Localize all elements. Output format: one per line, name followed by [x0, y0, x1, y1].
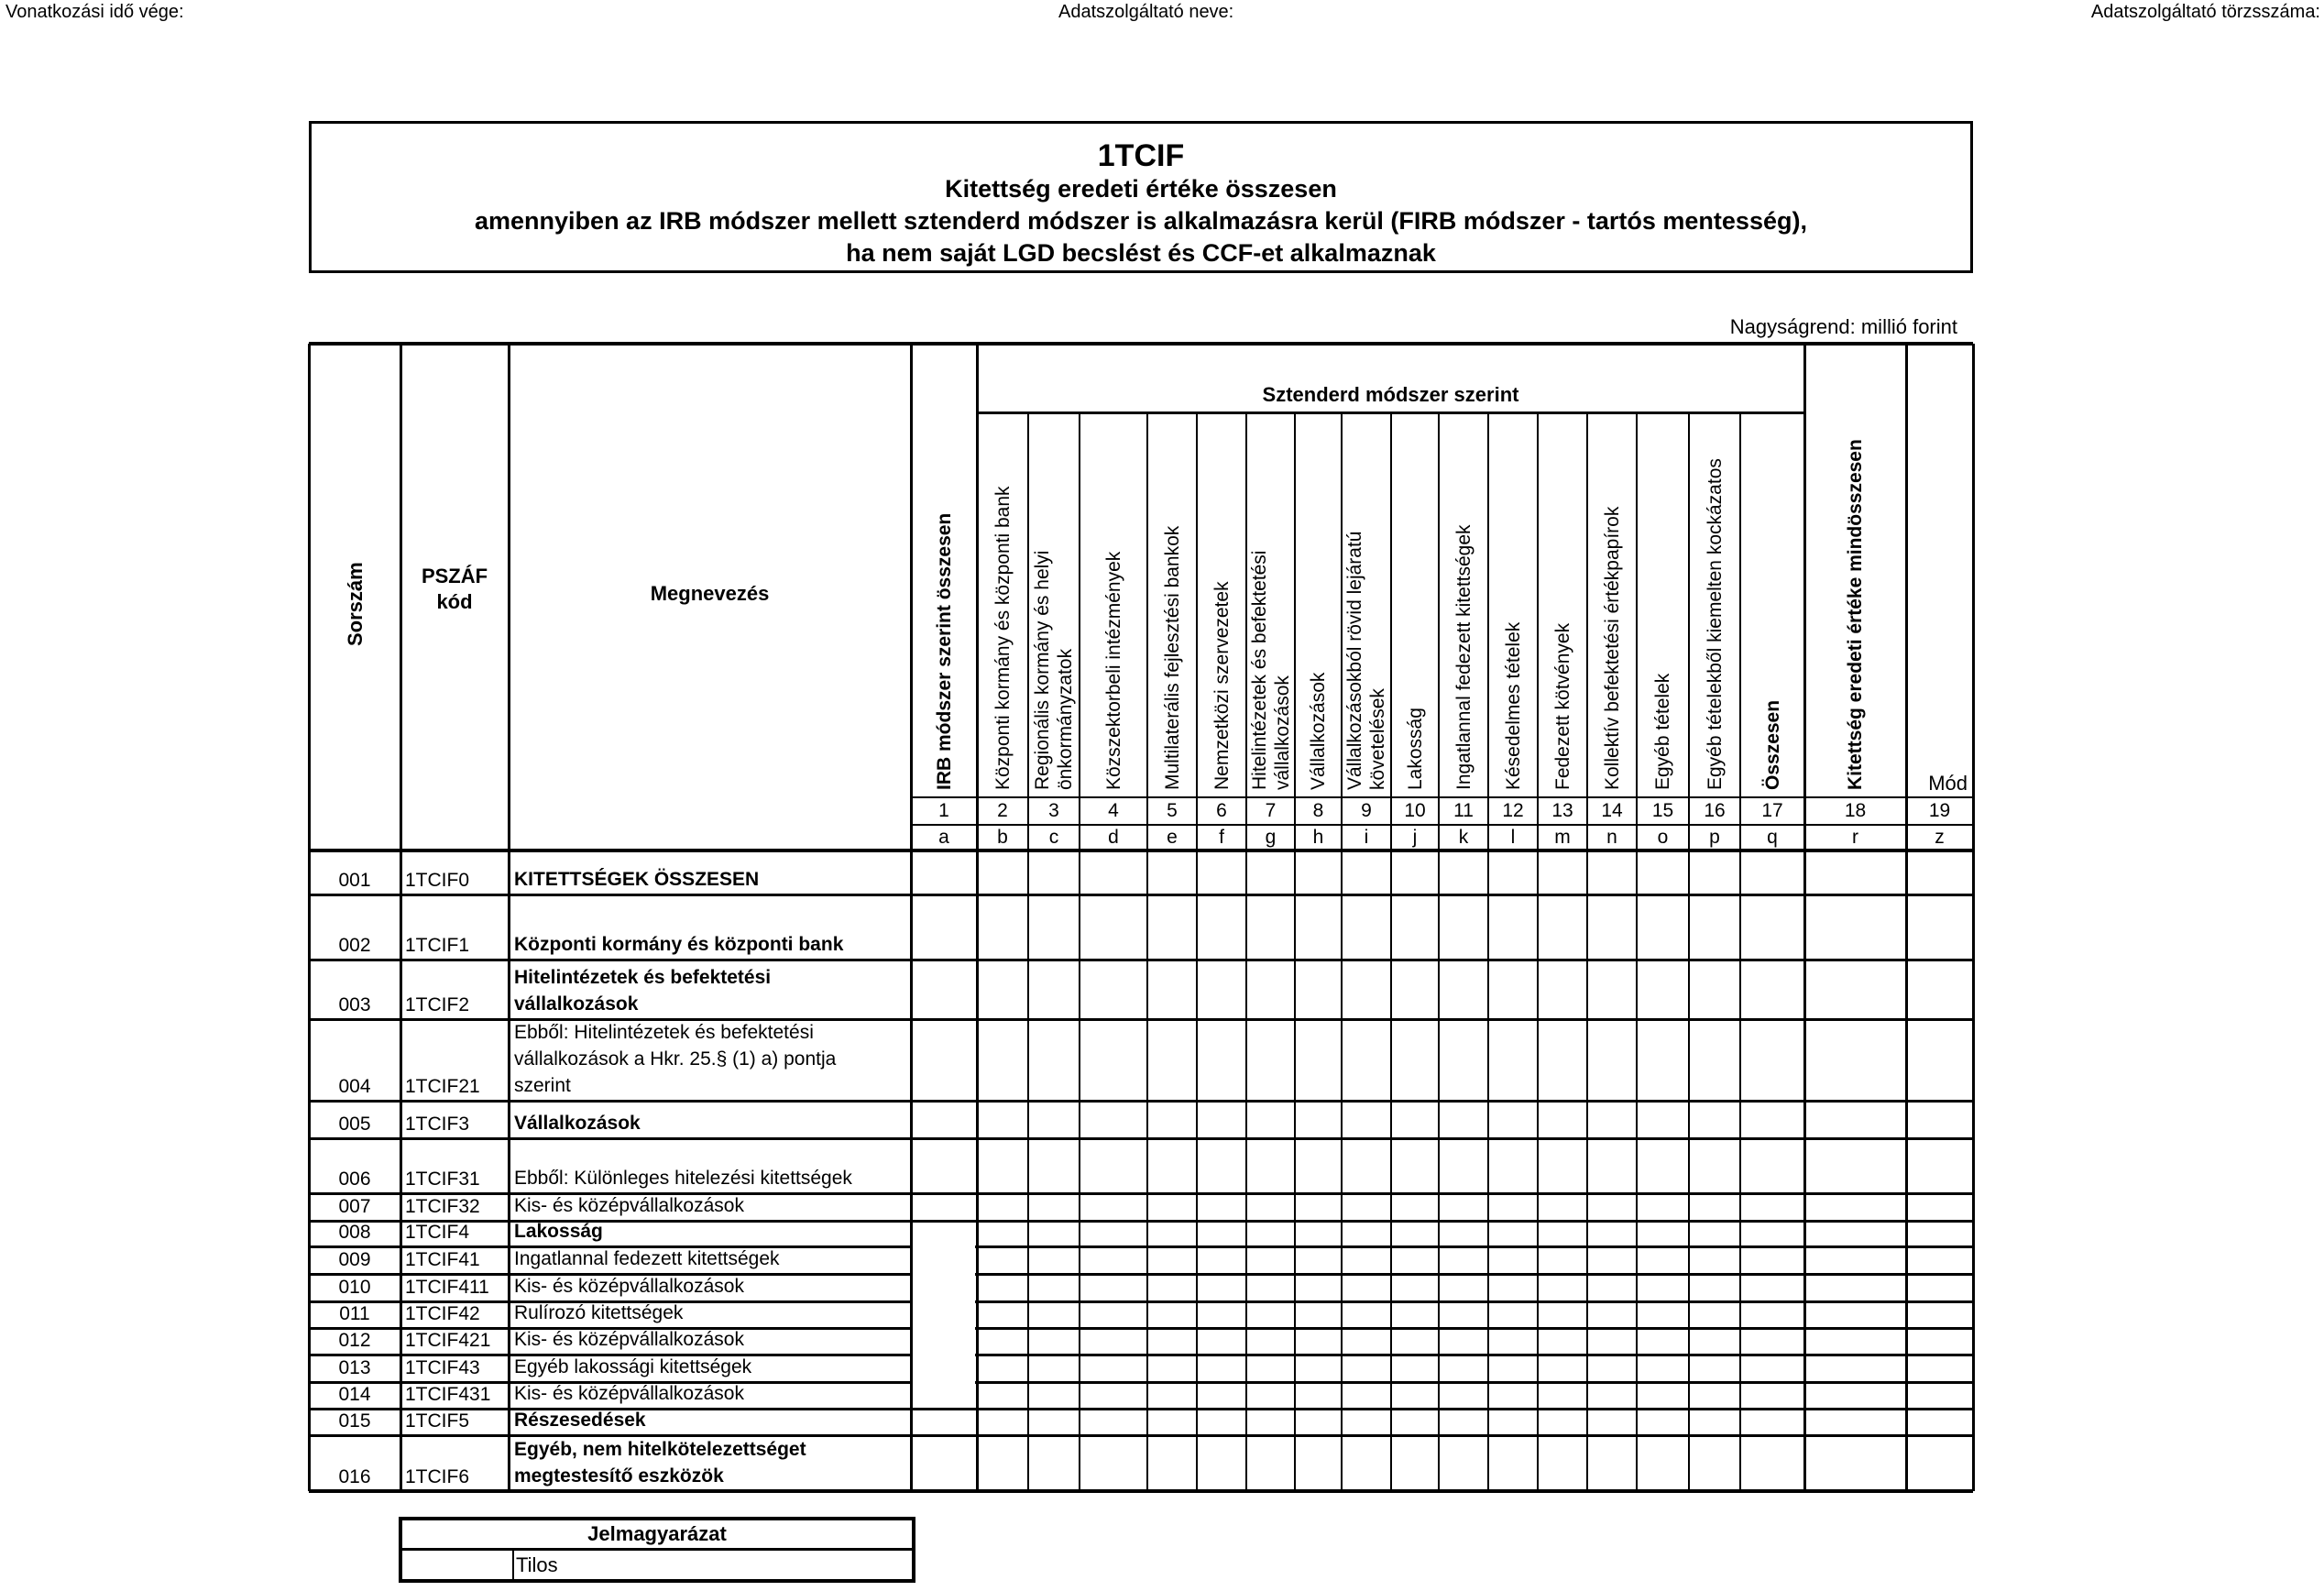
- row-name: [514, 1300, 907, 1326]
- column-letter: z: [1935, 827, 1945, 848]
- row-number: 013: [338, 1357, 371, 1378]
- std-column-header-line: Vállalkozások: [1308, 672, 1329, 790]
- column-number: 17: [1761, 800, 1783, 821]
- legend-title: Jelmagyarázat: [402, 1520, 912, 1551]
- row-name-line: Kis- és középvállalkozások: [514, 1276, 744, 1297]
- column-number: 6: [1216, 800, 1227, 821]
- table-row: [309, 1274, 1973, 1301]
- row-code: 1TCIF1: [405, 935, 470, 956]
- row-name-line: Egyéb lakossági kitettségek: [514, 1356, 752, 1377]
- std-column-header-line: Nemzetközi szervezetek: [1211, 581, 1233, 790]
- row-name: [514, 1192, 907, 1219]
- column-number: 8: [1312, 800, 1324, 821]
- row-code: 1TCIF3: [405, 1114, 470, 1135]
- column-letter: i: [1364, 827, 1369, 848]
- column-number: 10: [1404, 800, 1426, 821]
- column-letter: h: [1312, 827, 1324, 848]
- column-letter: e: [1167, 827, 1178, 848]
- row-name: [514, 1110, 907, 1136]
- row-name: [514, 1218, 907, 1245]
- row-name: [514, 866, 907, 893]
- std-column-header-16: [1761, 700, 1784, 790]
- column-letter: r: [1852, 827, 1858, 848]
- row-number: 012: [338, 1330, 371, 1351]
- row-name-line: Kis- és középvállalkozások: [514, 1383, 744, 1404]
- std-column-header-13: [1601, 507, 1624, 790]
- row-code: 1TCIF5: [405, 1410, 470, 1432]
- row-name-line: Központi kormány és központi bank: [514, 934, 844, 955]
- column-letter: a: [938, 827, 949, 848]
- row-number: 011: [339, 1303, 370, 1324]
- row-name: [514, 1273, 907, 1300]
- row-code: 1TCIF6: [405, 1466, 470, 1487]
- column-letter: m: [1554, 827, 1571, 848]
- row-name-line: Hitelintézetek és befektetési: [514, 967, 772, 988]
- row-code: 1TCIF42: [405, 1303, 480, 1324]
- std-column-header-line: Közszektorbeli intézmények: [1102, 551, 1124, 790]
- row-name: [514, 964, 907, 1017]
- std-column-header-line: Multilaterális fejlesztési bankok: [1161, 525, 1183, 790]
- std-column-header-7: [1307, 673, 1330, 790]
- column-number: 7: [1265, 800, 1277, 821]
- std-column-header-line: Hitelintézetek és befektetési: [1248, 550, 1270, 790]
- table-row: [309, 1355, 1973, 1382]
- title-line-3: ha nem saját LGD becslést és CCF-et alkalmaznak: [846, 239, 1436, 267]
- table-row: [309, 1301, 1973, 1328]
- table-row: [309, 1409, 1973, 1435]
- row-name: [514, 1326, 907, 1353]
- std-column-header-11: [1502, 622, 1525, 790]
- std-column-header-14: [1651, 674, 1674, 790]
- row-name-line: megtestesítő eszközök: [514, 1465, 724, 1487]
- std-column-header-4: [1161, 526, 1184, 790]
- header-reference-date-label: Vonatkozási idő vége:: [5, 2, 184, 22]
- std-column-header-line: Központi kormány és központi bank: [992, 486, 1014, 790]
- table-row: [309, 1101, 1973, 1138]
- std-column-header-line: követelések: [1367, 688, 1388, 790]
- table-row: [309, 1382, 1973, 1409]
- std-column-header-line: Késedelmes tételek: [1502, 621, 1524, 790]
- table-row: [309, 1019, 1973, 1101]
- row-name-line: szerint: [514, 1075, 571, 1096]
- column-number: 13: [1551, 800, 1573, 821]
- row-number: 010: [338, 1277, 371, 1298]
- row-name: [514, 1380, 907, 1407]
- column-letter: k: [1458, 827, 1469, 848]
- table-row: [309, 1328, 1973, 1355]
- row-code: 1TCIF431: [405, 1384, 491, 1405]
- table-row: [309, 1435, 1973, 1491]
- row-code: 1TCIF411: [405, 1277, 489, 1298]
- std-column-header-8: [1343, 532, 1389, 791]
- row-name: [514, 1245, 907, 1272]
- row-name-line: vállalkozások: [514, 993, 639, 1015]
- sorszam-header: Sorszám: [343, 562, 367, 646]
- column-number: 15: [1651, 800, 1674, 821]
- column-letter: g: [1265, 827, 1277, 848]
- column-letter: f: [1219, 827, 1224, 848]
- column-letter: n: [1606, 827, 1617, 848]
- irb-total-header: IRB módszer szerint összesen: [933, 512, 955, 790]
- table-top-border: [309, 342, 1973, 346]
- std-column-header-12: [1551, 623, 1574, 790]
- column-number: 16: [1704, 800, 1726, 821]
- row-name-line: Egyéb, nem hitelkötelezettséget: [514, 1439, 806, 1460]
- column-number: 11: [1453, 800, 1474, 821]
- column-number: 19: [1928, 800, 1951, 821]
- row-code: 1TCIF31: [405, 1169, 480, 1190]
- row-code: 1TCIF421: [405, 1330, 491, 1351]
- mod-header: Mód: [1928, 772, 1968, 795]
- std-column-header-9: [1404, 708, 1427, 790]
- std-column-header-line: vállalkozások: [1271, 675, 1293, 790]
- row-name-line: Vállalkozások: [514, 1113, 641, 1134]
- std-column-header-line: Egyéb tételek: [1652, 673, 1673, 790]
- std-column-header-line: Lakosság: [1404, 708, 1426, 790]
- column-letter: c: [1048, 827, 1059, 848]
- table-row: [309, 960, 1973, 1019]
- table-row: [309, 1221, 1973, 1246]
- row-code: 1TCIF43: [405, 1357, 480, 1378]
- row-number: 007: [338, 1196, 371, 1217]
- megnevezes-header: Megnevezés: [650, 582, 770, 605]
- std-column-header-line: Ingatlannal fedezett kitettségek: [1452, 524, 1474, 790]
- column-number: 12: [1502, 800, 1524, 821]
- row-name-line: KITETTSÉGEK ÖSSZESEN: [514, 869, 760, 890]
- row-number: 003: [338, 994, 371, 1015]
- pszaf-header: [400, 564, 509, 615]
- column-letter: j: [1412, 827, 1418, 848]
- column-number: 3: [1048, 800, 1059, 821]
- column-letter: d: [1108, 827, 1119, 848]
- title-line-1: Kitettség eredeti értéke összesen: [945, 175, 1337, 203]
- row-number: 014: [338, 1384, 371, 1405]
- row-number: 009: [338, 1249, 371, 1270]
- column-letter: o: [1657, 827, 1669, 848]
- table-row: [309, 1246, 1973, 1274]
- std-column-header-2: [1031, 551, 1077, 790]
- row-name-line: Rulírozó kitettségek: [514, 1302, 684, 1323]
- std-column-header-6: [1248, 551, 1294, 790]
- grand-total-header: Kitettség eredeti értéke mindösszesen: [1845, 439, 1866, 790]
- row-code: 1TCIF21: [405, 1076, 480, 1097]
- column-number: 4: [1108, 800, 1119, 821]
- std-column-header-1: [992, 486, 1014, 790]
- header-provider-id-label: Adatszolgáltató törzsszáma:: [2090, 2, 2320, 22]
- std-column-header-3: [1102, 552, 1125, 790]
- std-column-header-line: Összesen: [1761, 699, 1783, 790]
- row-number: 006: [338, 1169, 371, 1190]
- row-name: [514, 1354, 907, 1380]
- table-row: [309, 850, 1973, 894]
- column-number: 5: [1167, 800, 1178, 821]
- table-row: [309, 1138, 1973, 1193]
- std-column-header-line: Regionális kormány és helyi: [1032, 550, 1053, 790]
- row-number: 008: [338, 1222, 371, 1243]
- std-column-header-line: önkormányzatok: [1055, 648, 1076, 790]
- row-name-line: Részesedések: [514, 1410, 646, 1431]
- table-row: [309, 894, 1973, 960]
- column-number: 18: [1844, 800, 1867, 821]
- title-line-2: amennyiben az IRB módszer mellett sztenderd módszer is alkalmazásra kerül (FIRB módszer - tartós mentesség),: [475, 207, 1807, 235]
- row-name-line: Kis- és középvállalkozások: [514, 1195, 744, 1216]
- std-column-header-line: Fedezett kötvények: [1551, 622, 1573, 790]
- column-letter: p: [1709, 827, 1720, 848]
- row-name: [514, 1407, 907, 1433]
- row-number: 001: [338, 870, 371, 891]
- header-provider-name-label: Adatszolgáltató neve:: [1058, 2, 1234, 22]
- row-code: 1TCIF4: [405, 1222, 470, 1243]
- row-number: 005: [338, 1114, 371, 1135]
- legend-item-label: Tilos: [516, 1553, 558, 1576]
- column-letter: b: [997, 827, 1008, 848]
- std-column-header-line: Vállalkozásokból rövid lejáratú: [1344, 531, 1365, 790]
- row-number: 004: [338, 1076, 371, 1097]
- std-column-header-5: [1211, 581, 1233, 790]
- row-code: 1TCIF2: [405, 994, 470, 1015]
- row-number: 016: [338, 1466, 371, 1487]
- row-number: 002: [338, 935, 371, 956]
- column-letter: l: [1510, 827, 1516, 848]
- column-number: 2: [997, 800, 1008, 821]
- std-column-header-15: [1704, 458, 1727, 790]
- row-code: 1TCIF0: [405, 870, 470, 891]
- legend-box: [399, 1517, 915, 1583]
- row-name-line: Kis- és középvállalkozások: [514, 1329, 744, 1350]
- unit-note: Nagyságrend: millió forint: [1729, 315, 1957, 338]
- table-row: [309, 1193, 1973, 1221]
- column-number: 9: [1361, 800, 1372, 821]
- row-name-line: Ingatlannal fedezett kitettségek: [514, 1248, 780, 1269]
- row-name: [514, 1436, 907, 1489]
- row-name-line: Ebből: Hitelintézetek és befektetési: [514, 1022, 814, 1043]
- row-name: [514, 1165, 907, 1191]
- title-box: [309, 121, 1973, 273]
- std-column-header-10: [1452, 524, 1475, 790]
- row-name: [514, 931, 907, 958]
- row-code: 1TCIF41: [405, 1249, 480, 1270]
- row-name-line: Ebből: Különleges hitelezési kitettségek: [514, 1168, 852, 1189]
- pszaf-header-line-1: PSZÁF kód: [421, 565, 488, 613]
- column-letter: q: [1767, 827, 1778, 848]
- std-column-header-line: Egyéb tételekből kiemelten kockázatos: [1704, 458, 1726, 790]
- form-code-title: 1TCIF: [1097, 138, 1185, 173]
- row-name-line: Lakosság: [514, 1221, 603, 1242]
- row-name: [514, 1019, 907, 1099]
- row-name-line: vállalkozások a Hkr. 25.§ (1) a) pontja: [514, 1048, 837, 1070]
- row-number: 015: [338, 1410, 371, 1432]
- column-number: 1: [938, 800, 949, 821]
- sztenderd-group-header: Sztenderd módszer szerint: [1262, 383, 1519, 406]
- legend-swatch: [402, 1551, 514, 1579]
- column-number: 14: [1601, 800, 1623, 821]
- row-code: 1TCIF32: [405, 1196, 480, 1217]
- std-column-header-line: Kollektív befektetési értékpapírok: [1601, 506, 1623, 790]
